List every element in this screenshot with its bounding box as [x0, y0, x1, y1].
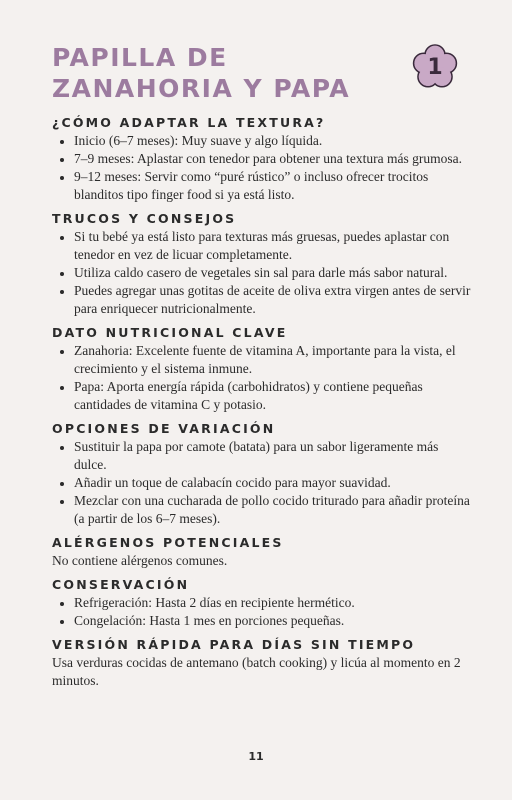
page-title: PAPILLA DE ZANAHORIA Y PAPA	[52, 43, 351, 103]
section-text: No contiene alérgenos comunes.	[52, 553, 228, 568]
list-item: • Zanahoria: Excelente fuente de vitamina A, importante para la vista, el crecimiento y el sistema inmune.	[74, 342, 472, 378]
list-item: • Si tu bebé ya está listo para texturas más gruesas, puedes aplastar con tenedor en vez de licuar completamente.	[74, 228, 472, 264]
recipe-content	[52, 114, 472, 696]
section-conservacion	[52, 576, 472, 630]
section-heading: OPCIONES DE VARIACIÓN	[52, 421, 276, 436]
section-heading: VERSIÓN RÁPIDA PARA DÍAS SIN TIEMPO	[52, 637, 416, 652]
flower-badge	[410, 42, 460, 92]
list-item: • 9–12 meses: Servir como “puré rústico” o incluso ofrecer trocitos blanditos tipo finger food si ya está listo.	[74, 168, 472, 204]
section-version-rapida	[52, 636, 472, 690]
section-dato-nutricional	[52, 324, 472, 414]
section-heading: TRUCOS Y CONSEJOS	[52, 211, 237, 226]
list-item: • Sustituir la papa por camote (batata) para un sabor ligeramente más dulce.	[74, 438, 472, 474]
section-heading: ALÉRGENOS POTENCIALES	[52, 535, 284, 550]
section-heading: DATO NUTRICIONAL CLAVE	[52, 325, 288, 340]
list-item: • Añadir un toque de calabacín cocido para mayor suavidad.	[74, 474, 472, 492]
list-item: • Inicio (6–7 meses): Muy suave y algo líquida.	[74, 132, 472, 150]
section-textura	[52, 114, 472, 204]
section-alergenos	[52, 534, 472, 570]
list-item: • 7–9 meses: Aplastar con tenedor para obtener una textura más grumosa.	[74, 150, 472, 168]
bullet-list	[52, 438, 472, 528]
section-heading: CONSERVACIÓN	[52, 577, 190, 592]
list-item: • Puedes agregar unas gotitas de aceite de oliva extra virgen antes de servir para enriquecer nutricionalmente.	[74, 282, 472, 318]
bullet-list	[52, 594, 472, 630]
list-item: • Utiliza caldo casero de vegetales sin sal para darle más sabor natural.	[74, 264, 472, 282]
section-variacion	[52, 420, 472, 528]
page-number: 11	[248, 750, 264, 763]
list-item: • Mezclar con una cucharada de pollo cocido triturado para añadir proteína (a partir de los 6–7 meses).	[74, 492, 472, 528]
badge-number: 1	[427, 54, 443, 80]
list-item: • Refrigeración: Hasta 2 días en recipiente hermético.	[74, 594, 472, 612]
section-heading: ¿CÓMO ADAPTAR LA TEXTURA?	[52, 115, 326, 130]
bullet-list	[52, 342, 472, 414]
section-text: Usa verduras cocidas de antemano (batch cooking) y licúa al momento en 2 minutos.	[52, 655, 461, 688]
section-trucos	[52, 210, 472, 318]
list-item: • Congelación: Hasta 1 mes en porciones pequeñas.	[74, 612, 472, 630]
list-item: • Papa: Aporta energía rápida (carbohidratos) y contiene pequeñas cantidades de vitamina C y potasio.	[74, 378, 472, 414]
bullet-list	[52, 228, 472, 318]
bullet-list	[52, 132, 472, 204]
